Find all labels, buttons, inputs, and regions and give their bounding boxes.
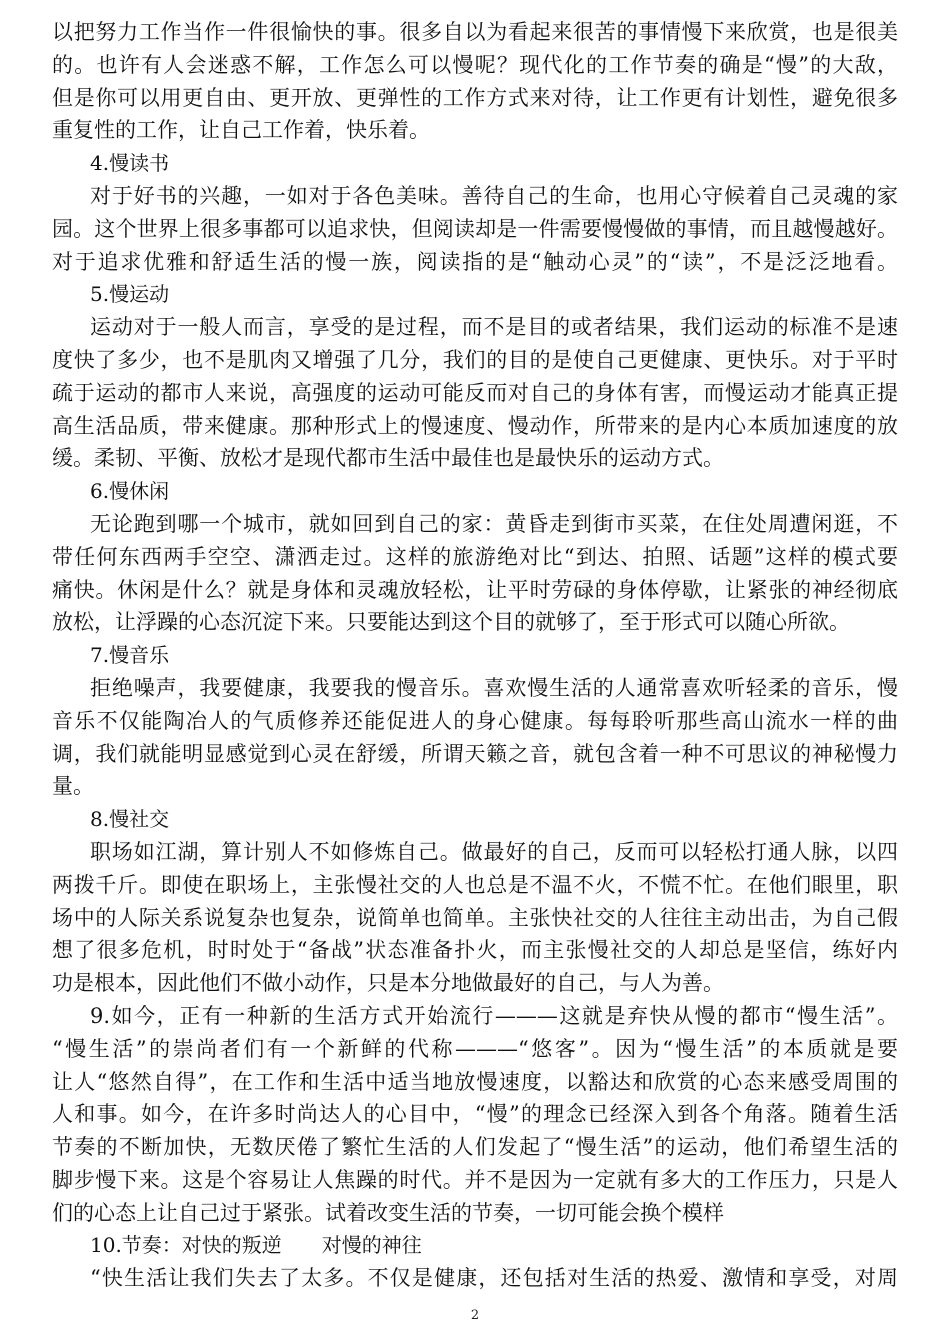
paragraph-line: 们的心态上让自己过于紧张。试着改变生活的节奏，一切可能会换个模样	[52, 1200, 724, 1225]
paragraph-line: 以把努力工作当作一件很愉快的事。很多自以为看起来很苦的事情慢下来欣赏，也是很美	[52, 20, 898, 44]
paragraph-line: 让人“悠然自得”，在工作和生活中适当地放慢速度，以豁达和欣赏的心态来感受周围的	[52, 1069, 898, 1094]
paragraph-line: 脚步慢下来。这是个容易让人焦躁的时代。并不是因为一定就有多大的工作压力，只是人	[52, 1167, 898, 1192]
section-heading: 6.慢休闲	[90, 479, 170, 504]
paragraph-line: 量。	[52, 774, 94, 799]
section-heading: 8.慢社交	[90, 807, 170, 832]
paragraph-line: 拒绝噪声，我要健康，我要我的慢音乐。喜欢慢生活的人通常喜欢听轻柔的音乐，慢	[90, 675, 898, 700]
paragraph-line: 对于好书的兴趣，一如对于各色美味。善待自己的生命，也用心守候着自己灵魂的家	[90, 183, 898, 208]
paragraph-line: 度快了多少，也不是肌肉又增强了几分，我们的目的是使自己更健康、更快乐。对于平时	[52, 347, 898, 372]
paragraph-line: 想了很多危机，时时处于“备战”状态准备扑火，而主张慢社交的人却总是坚信，练好内	[52, 938, 898, 963]
paragraph-line: 无论跑到哪一个城市，就如回到自己的家：黄昏走到街市买菜，在住处周遭闲逛，不	[90, 511, 898, 536]
page-number: 2	[470, 1308, 480, 1323]
paragraph-line: 重复性的工作，让自己工作着，快乐着。	[52, 118, 430, 143]
paragraph-line: 运动对于一般人而言，享受的是过程，而不是目的或者结果，我们运动的标准不是速	[90, 315, 898, 340]
paragraph-line: 带任何东西两手空空、潇洒走过。这样的旅游绝对比“到达、拍照、话题”这样的模式要	[52, 544, 898, 569]
paragraph-line: 节奏的不断加快，无数厌倦了繁忙生活的人们发起了“慢生活”的运动，他们希望生活的	[52, 1135, 898, 1160]
paragraph-line: 痛快。休闲是什么？就是身体和灵魂放轻松，让平时劳碌的身体停歇，让紧张的神经彻底	[52, 577, 898, 602]
paragraph-line: 音乐不仅能陶冶人的气质修养还能促进人的身心健康。每每聆听那些高山流水一样的曲	[52, 708, 898, 733]
paragraph-line: 人和事。如今，在许多时尚达人的心目中，“慢”的理念已经深入到各个角落。随着生活	[52, 1102, 898, 1127]
paragraph-line: 两拨千斤。即使在职场上，主张慢社交的人也总是不温不火，不慌不忙。在他们眼里，职	[52, 872, 898, 897]
paragraph-line: “慢生活”的崇尚者们有一个新鲜的代称———“悠客”。因为“慢生活”的本质就是要	[52, 1036, 898, 1061]
paragraph-line: 场中的人际关系说复杂也复杂，说简单也简单。主张快社交的人往往主动出击，为自己假	[52, 905, 898, 930]
paragraph-line: 的。也许有人会迷惑不解，工作怎么可以慢呢？现代化的工作节奏的确是“慢”的大敌，	[52, 52, 898, 77]
paragraph-line: 放松，让浮躁的心态沉淀下来。只要能达到这个目的就够了，至于形式可以随心所欲。	[52, 610, 850, 635]
paragraph-line: 高生活品质，带来健康。那种形式上的慢速度、慢动作，所带来的是内心本质加速度的放	[52, 413, 898, 438]
paragraph-line: 对于追求优雅和舒适生活的慢一族，阅读指的是“触动心灵”的“读”，不是泛泛地看。	[52, 249, 898, 274]
paragraph-line: 园。这个世界上很多事都可以追求快，但阅读却是一件需要慢慢做的事情，而且越慢越好。	[52, 216, 898, 241]
paragraph-line: 但是你可以用更自由、更开放、更弹性的工作方式来对待，让工作更有计划性，避免很多	[52, 85, 898, 110]
paragraph-line: 疏于运动的都市人来说，高强度的运动可能反而对自己的身体有害，而慢运动才能真正提	[52, 380, 898, 405]
paragraph-line: 9.如今，正有一种新的生活方式开始流行———这就是弃快从慢的都市“慢生活”。	[90, 1003, 898, 1028]
section-heading: 4.慢读书	[90, 151, 170, 176]
section-heading: 7.慢音乐	[90, 643, 170, 668]
paragraph-line: 缓。柔韧、平衡、放松才是现代都市生活中最佳也是最快乐的运动方式。	[52, 446, 724, 471]
paragraph-line: 调，我们就能明显感觉到心灵在舒缓，所谓天籁之音，就包含着一种不可思议的神秘慢力	[52, 741, 898, 766]
paragraph-line: “快生活让我们失去了太多。不仅是健康，还包括对生活的热爱、激情和享受，对周	[90, 1266, 898, 1291]
section-heading: 5.慢运动	[90, 282, 170, 307]
paragraph-line: 功是根本，因此他们不做小动作，只是本分地做最好的自己，与人为善。	[52, 971, 724, 996]
paragraph-line: 职场如江湖，算计别人不如修炼自己。做最好的自己，反而可以轻松打通人脉，以四	[90, 839, 898, 864]
section-heading: 10.节奏：对快的叛逆 对慢的神往	[90, 1233, 422, 1258]
document-body	[52, 16, 898, 1295]
